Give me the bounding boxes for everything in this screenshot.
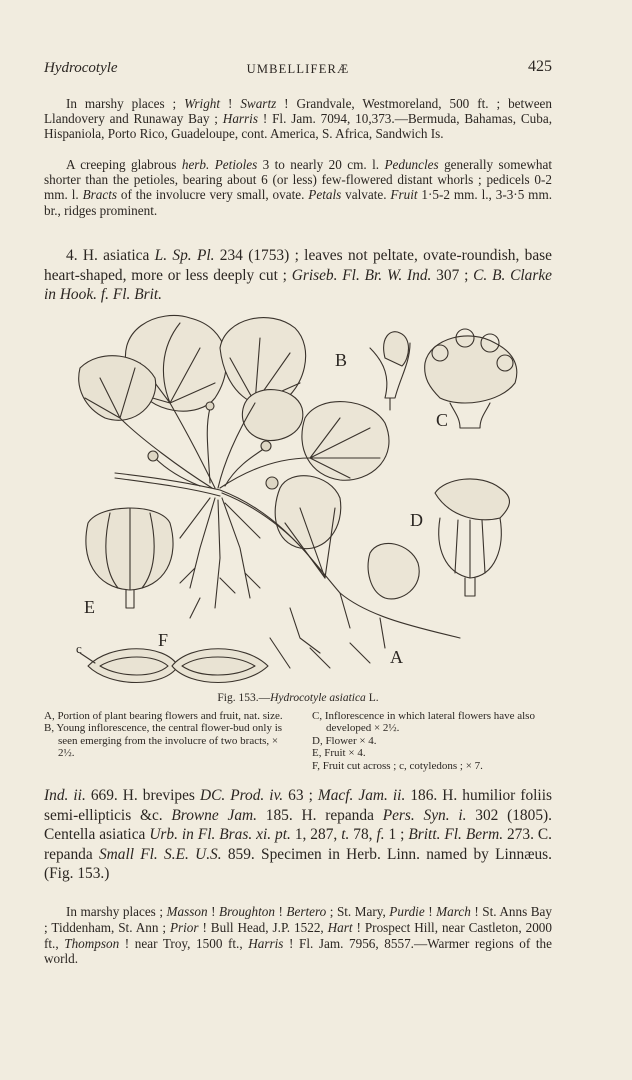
legend-item: F, Fruit cut across ; c, cotyledons ; × 7. [312, 759, 483, 772]
localities-paragraph: In marshy places ; Masson ! Broughton ! Bertero ; St. Mary, Purdie ! March ! St. Anns Bay ; Tiddenham, St. Ann ; Prior ! Bull Head, J.P. 1522, Hart ! Prospect Hill, near Castleton, 2000 ft., Thompson ! near Troy, 1500 ft., Harris ! Fl. Jam. 7956, 8557.—Warmer regions of the world. [44, 904, 552, 967]
figure-label-a: A [390, 647, 403, 667]
legend-right-column [312, 710, 556, 772]
figure-label-c-cotyledons: c [76, 641, 82, 656]
synonymy-paragraph: Ind. ii. 669. H. brevipes DC. Prod. iv. 63 ; Macf. Jam. ii. 186. H. humilior foliis semi-ellipticis &c. Browne Jam. 185. H. repanda Pers. Syn. i. 302 (1805). Centella asiatica Urb. in Fl. Bras. xi. pt. 1, 287, t. 78, f. 1 ; Britt. Fl. Berm. 273. C. repanda Small Fl. S.E. U.S. 859. Specimen in Herb. Linn. named by Linnæus. (Fig. 153.) [44, 787, 552, 882]
fruit-section-f-drawing [80, 649, 268, 683]
running-header [44, 58, 552, 82]
figure-caption: Fig. 153.—Hydrocotyle asiatica L. [217, 692, 379, 704]
legend-item: E, Fruit × 4. [312, 747, 366, 760]
inflorescence-b-drawing [370, 332, 410, 410]
plant-portion-drawing [79, 316, 517, 683]
running-head-genus: Hydrocotyle [44, 60, 118, 76]
figure-label-b: B [335, 350, 348, 370]
legend-item: D, Flower × 4. [312, 734, 377, 747]
fruit-e-drawing [86, 508, 173, 608]
habitat-paragraph: In marshy places ; Wright ! Swartz ! Grandvale, Westmoreland, 500 ft. ; between Llandovery and Runaway Bay ; Harris ! Fl. Jam. 7094, 10,373.—Bermuda, Bahamas, Cuba, Hispaniola, Porto Rico, Guadeloupe, cont. America, S. Africa, Sandwich Is. [44, 96, 553, 142]
legend-item: C, Inflorescence in which lateral flowers have also developed × 2½. [312, 710, 535, 735]
legend-item: B, Young inflorescence, the central flower-bud only is seen emerging from the involucre of two bracts, × 2½. [44, 722, 283, 760]
running-head-family: UMBELLIFERÆ [246, 62, 350, 76]
botanical-illustration [40, 308, 570, 688]
legend-left-column [44, 710, 292, 760]
figure-label-e: E [84, 597, 95, 617]
figure-label-c: C [436, 410, 449, 430]
page-number: 425 [528, 58, 552, 75]
legend-item: A, Portion of plant bearing flowers and fruit, nat. size. [44, 710, 283, 722]
flower-d-drawing [435, 479, 509, 596]
figure-label-f: F [158, 630, 169, 650]
figure-label-d: D [410, 510, 423, 530]
description-paragraph: A creeping glabrous herb. Petioles 3 to nearly 20 cm. l. Peduncles generally somewhat shorter than the petioles, bearing about 6 (or less) few-flowered distant whorls ; pedicels 0-2 mm. l. Bracts of the involucre very small, ovate. Petals valvate. Fruit 1·5-2 mm. l., 3-3·5 mm. br., ridges prominent. [44, 157, 553, 218]
species-heading: 4. H. asiatica L. Sp. Pl. 234 (1753) ; leaves not peltate, ovate-roundish, base heart-shaped, more or less deeply cut ; Griseb. Fl. Br. W. Ind. 307 ; C. B. Clarke in Hook. f. Fl. Brit. [44, 247, 553, 303]
